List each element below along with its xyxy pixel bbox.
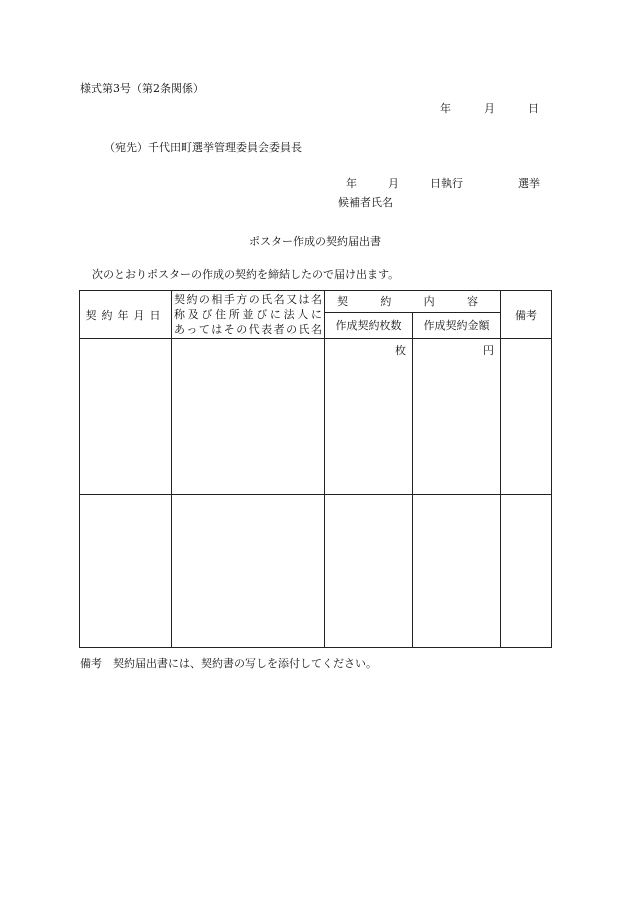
- cell-count[interactable]: [325, 339, 413, 495]
- date-day-label: 日: [528, 102, 539, 115]
- form-number: 様式第3号（第2条関係）: [80, 82, 204, 95]
- cell-amount[interactable]: [413, 339, 501, 495]
- header-party-line: 契約の相手方の氏名又は名: [174, 293, 322, 306]
- header-content-char: 契: [337, 295, 348, 309]
- unit-amount-label: 円: [483, 344, 494, 357]
- exec-day-label: 日執行: [430, 177, 463, 190]
- table-row: [80, 495, 552, 648]
- election-execution-date: [346, 175, 540, 191]
- cell-amount[interactable]: [413, 495, 501, 648]
- header-count: 作成契約枚数: [325, 312, 413, 338]
- intro-text: 次のとおりポスターの作成の契約を締結したので届け出ます。: [92, 268, 400, 281]
- submission-date: [440, 100, 539, 116]
- document-title: ポスター作成の契約届出書: [249, 235, 381, 248]
- election-label: 選挙: [518, 177, 540, 190]
- cell-party[interactable]: [172, 495, 325, 648]
- cell-date[interactable]: [80, 495, 172, 648]
- cell-remarks[interactable]: [501, 339, 552, 495]
- header-content-char: 容: [466, 295, 478, 309]
- cell-count[interactable]: [325, 495, 413, 648]
- header-amount: 作成契約金額: [413, 312, 501, 338]
- header-contract-date: 契約年月日: [80, 291, 172, 339]
- cell-party[interactable]: [172, 339, 325, 495]
- header-content-char: 約: [380, 295, 392, 309]
- table-row: [80, 339, 552, 495]
- date-year-label: 年: [440, 102, 451, 115]
- addressee: （宛先）千代田町選挙管理委員会委員長: [104, 141, 302, 154]
- header-party-line: 称及び住所並びに法人に: [174, 308, 322, 321]
- header-party-line: あってはその代表者の氏名: [174, 323, 322, 336]
- footnote: 備考 契約届出書には、契約書の写しを添付してください。: [80, 657, 377, 670]
- header-remarks: 備考: [501, 291, 552, 339]
- header-contract-party: [172, 291, 325, 339]
- contract-table: [79, 290, 552, 648]
- header-content-char: 内: [423, 295, 435, 309]
- exec-year-label: 年: [346, 177, 357, 190]
- header-contract-content: [325, 291, 501, 313]
- candidate-name-label: 候補者氏名: [338, 196, 393, 209]
- unit-count-label: 枚: [395, 344, 406, 357]
- date-month-label: 月: [484, 102, 495, 115]
- cell-date[interactable]: [80, 339, 172, 495]
- cell-remarks[interactable]: [501, 495, 552, 648]
- exec-month-label: 月: [388, 177, 399, 190]
